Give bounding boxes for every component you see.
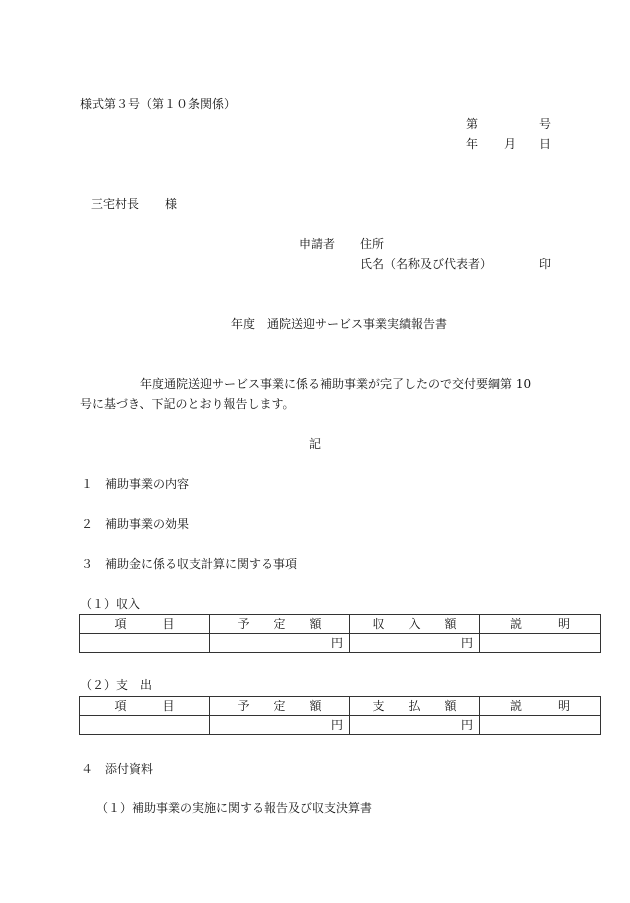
income-caption: （１）収入 xyxy=(80,597,141,611)
income-header-row xyxy=(80,615,601,634)
page-title: 通院送迎サービス事業実績報告書 xyxy=(267,317,448,331)
attachments-num: ４ xyxy=(81,762,94,776)
income-data-row xyxy=(80,634,601,653)
expense-cell-item xyxy=(80,716,210,735)
applicant-name-label: 氏名（名称及び代表者） xyxy=(360,257,493,271)
applicant-seal: 印 xyxy=(539,257,552,271)
expense-header-row xyxy=(80,697,601,716)
date-month: 月 xyxy=(504,137,517,151)
ki-label: 記 xyxy=(309,437,322,451)
section-1-num: １ xyxy=(81,477,94,491)
income-cell-item xyxy=(80,634,210,653)
section-2-text: 補助事業の効果 xyxy=(105,517,190,531)
income-header-received: 収 入 額 xyxy=(350,615,480,634)
date-year: 年 xyxy=(466,137,479,151)
income-cell-note xyxy=(480,634,601,653)
date-day: 日 xyxy=(539,137,552,151)
income-cell-planned: 円 xyxy=(210,634,350,653)
expense-table xyxy=(79,696,601,735)
applicant-address-label: 住所 xyxy=(360,237,385,251)
section-3-text: 補助金に係る収支計算に関する事項 xyxy=(105,557,298,571)
doc-number-prefix: 第 xyxy=(466,117,479,131)
section-3-num: ３ xyxy=(81,557,94,571)
attachments-heading: 添付資料 xyxy=(105,762,154,776)
applicant-label: 申請者 xyxy=(299,237,336,251)
section-1-text: 補助事業の内容 xyxy=(105,477,190,491)
income-header-note: 説 明 xyxy=(480,615,601,634)
section-2-num: ２ xyxy=(81,517,94,531)
expense-header-note: 説 明 xyxy=(480,697,601,716)
expense-header-paid: 支 払 額 xyxy=(350,697,480,716)
expense-cell-note xyxy=(480,716,601,735)
body-line-2: 号に基づき、下記のとおり報告します。 xyxy=(80,397,295,411)
income-header-planned: 予 定 額 xyxy=(210,615,350,634)
form-number: 様式第３号（第１０条関係） xyxy=(80,97,237,111)
addressee-honorific: 様 xyxy=(165,197,178,211)
expense-cell-paid: 円 xyxy=(350,716,480,735)
title-year-label: 年度 xyxy=(231,317,256,331)
income-cell-received: 円 xyxy=(350,634,480,653)
expense-data-row xyxy=(80,716,601,735)
doc-number-suffix: 号 xyxy=(539,117,552,131)
expense-header-planned: 予 定 額 xyxy=(210,697,350,716)
expense-caption: （２）支 出 xyxy=(80,678,153,692)
income-table xyxy=(79,614,601,653)
income-header-item: 項 目 xyxy=(80,615,210,634)
body-line-1: 年度通院送迎サービス事業に係る補助事業が完了したので交付要綱第 10 xyxy=(140,377,532,391)
expense-header-item: 項 目 xyxy=(80,697,210,716)
attachments-item-1: （１）補助事業の実施に関する報告及び収支決算書 xyxy=(96,801,373,815)
addressee-name: 三宅村長 xyxy=(91,197,140,211)
expense-cell-planned: 円 xyxy=(210,716,350,735)
